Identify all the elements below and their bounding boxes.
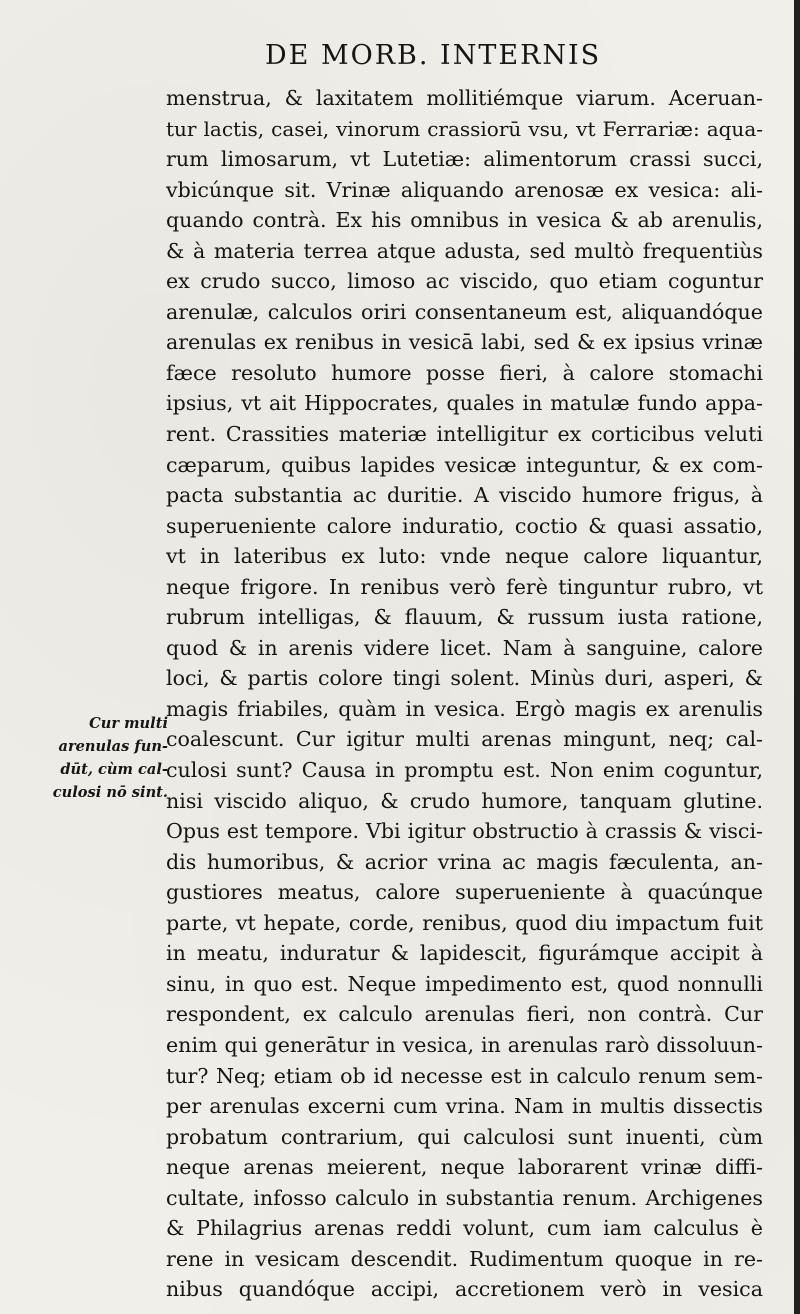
text-line: ipsius, vt ait Hippocrates, quales in matulæ fundo appa- <box>166 391 763 416</box>
text-line: enim qui generātur in vesica, in arenulas rarò dissoluun- <box>166 1032 763 1057</box>
text-line: sinu, in quo est. Neque impedimento est, quod nonnulli <box>166 971 763 996</box>
text-line: in meatu, induratur & lapidescit, figurámque accipit à <box>166 941 763 966</box>
text-line: arenulæ, calculos oriri consentaneum est, aliquandóque <box>166 299 763 324</box>
text-line: culosi sunt? Causa in promptu est. Non enim coguntur, <box>166 758 763 783</box>
text-line: nibus quandóque accipi, accretionem verò in vesica <box>166 1277 763 1302</box>
text-line: gustiores meatus, calore superueniente à quacúnque <box>166 880 763 905</box>
marginal-note-line: arenulas fun- <box>58 738 168 755</box>
text-line: quod & in arenis videre licet. Nam à sanguine, calore <box>166 635 763 660</box>
text-line: quando contrà. Ex his omnibus in vesica & ab arenulis, <box>166 208 763 233</box>
text-line: vbicúnque sit. Vrinæ aliquando arenosæ ex vesica: ali- <box>166 177 763 202</box>
text-line: & à materia terrea atque adusta, sed multò frequentiùs <box>166 238 763 263</box>
text-line: fæce resoluto humore posse fieri, à calore stomachi <box>166 360 763 385</box>
page-edge-shadow <box>794 0 800 1314</box>
text-line: menstrua, & laxitatem mollitiémque viarum. Aceruan- <box>166 86 763 110</box>
text-line: tur lactis, casei, vinorum crassiorū vsu, vt Ferrariæ: aqua- <box>166 116 763 141</box>
text-line: rent. Crassities materiæ intelligitur ex corticibus veluti <box>166 422 763 447</box>
text-line: vt in lateribus ex luto: vnde neque calore liquantur, <box>166 544 763 569</box>
text-line: rene in vesicam descendit. Rudimentum quoque in re- <box>166 1246 763 1271</box>
marginal-note-line: Cur multi <box>89 715 168 732</box>
text-line: cultate, infosso calculo in substantia renum. Archigenes <box>166 1185 763 1210</box>
text-line: loci, & partis colore tingi solent. Minùs duri, asperi, & <box>166 666 763 691</box>
marginal-note <box>38 712 168 804</box>
text-line: tur? Neq; etiam ob id necesse est in calculo renum sem- <box>166 1063 763 1088</box>
text-line: dis humoribus, & acrior vrina ac magis fæculenta, an- <box>166 849 763 874</box>
text-line: probatum contrarium, qui calculosi sunt inuenti, cùm <box>166 1124 763 1149</box>
text-line: ex crudo succo, limoso ac viscido, quo etiam coguntur <box>166 269 763 294</box>
marginal-note-line: culosi nō sint. <box>52 784 168 801</box>
text-line: superueniente calore induratio, coctio & quasi assatio, <box>166 513 763 538</box>
text-line: pacta substantia ac duritie. A viscido humore frigus, à <box>166 483 763 508</box>
text-line: arenulas ex renibus in vesicā labi, sed & ex ipsius vrinæ <box>166 330 763 355</box>
marginal-note-line: dūt, cùm cal- <box>60 761 168 778</box>
running-head: DE MORB. INTERNIS <box>265 40 602 71</box>
text-line: nisi viscido aliquo, & crudo humore, tanquam glutine. <box>166 788 763 813</box>
text-line: respondent, ex calculo arenulas fieri, non contrà. Cur <box>166 1002 763 1027</box>
text-line: cæparum, quibus lapides vesicæ integuntur, & ex com- <box>166 452 763 477</box>
text-line: neque arenas meierent, neque laborarent vrinæ diffi- <box>166 1155 763 1180</box>
text-line: magis friabiles, quàm in vesica. Ergò magis ex arenulis <box>166 696 763 721</box>
text-line: rum limosarum, vt Lutetiæ: alimentorum crassi succi, <box>166 147 763 172</box>
text-line: coalescunt. Cur igitur multi arenas mingunt, neq; cal- <box>166 727 763 752</box>
body-text <box>166 83 763 1305</box>
text-line: per arenulas excerni cum vrina. Nam in multis dissectis <box>166 1094 763 1119</box>
text-line: Opus est tempore. Vbi igitur obstructio à crassis & visci- <box>166 819 763 844</box>
text-line: rubrum intelligas, & flauum, & russum iusta ratione, <box>166 605 763 630</box>
text-line: neque frigore. In renibus verò ferè tinguntur rubro, vt <box>166 574 763 599</box>
text-line: & Philagrius arenas reddi volunt, cum iam calculus è <box>166 1216 763 1241</box>
text-line: parte, vt hepate, corde, renibus, quod diu impactum fuit <box>166 910 763 935</box>
